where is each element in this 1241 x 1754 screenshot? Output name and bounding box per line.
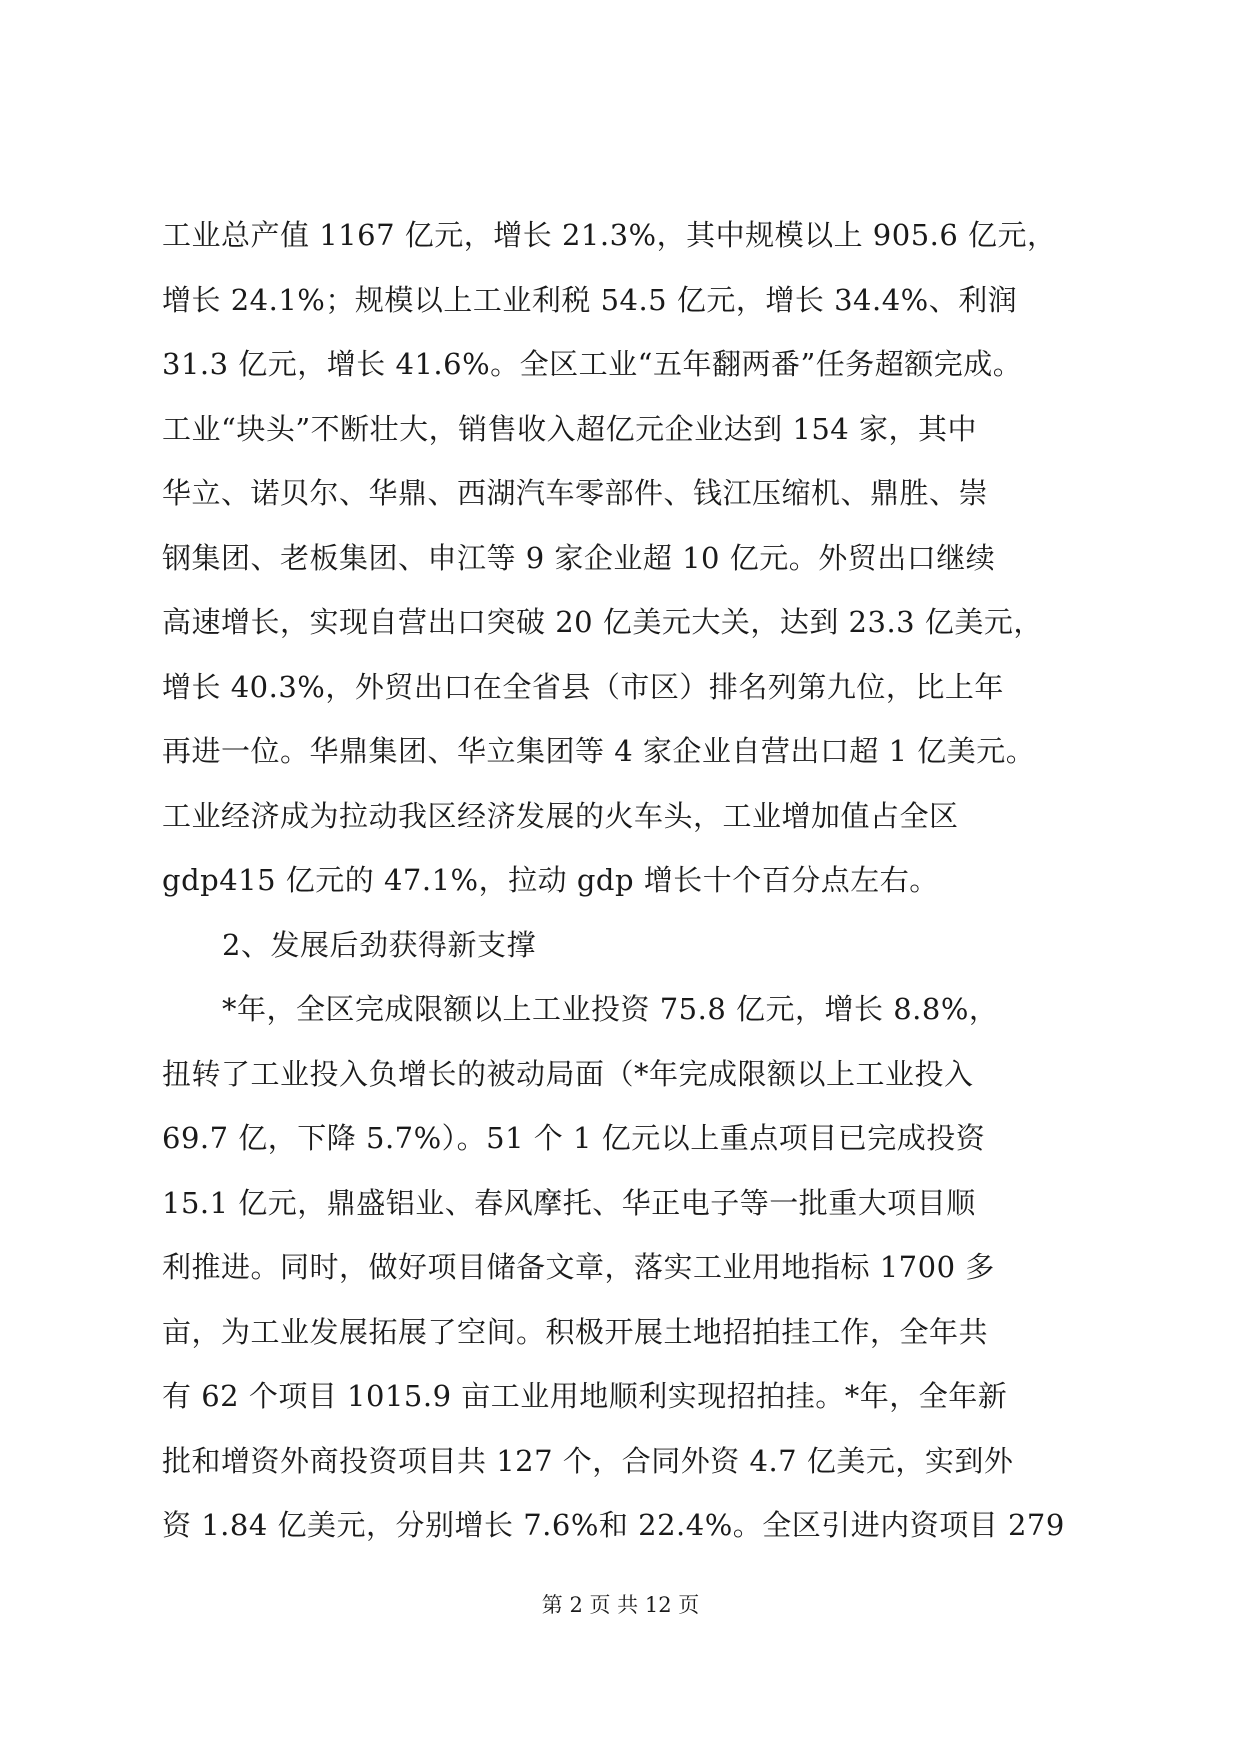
text-line: 资 1.84 亿美元，分别增长 7.6%和 22.4%。全区引进内资项目 279	[162, 1508, 1065, 1542]
text-line: 有 62 个项目 1015.9 亩工业用地顺利实现招拍挂。*年，全年新	[162, 1379, 1008, 1413]
text-line: 15.1 亿元，鼎盛铝业、春风摩托、华正电子等一批重大项目顺	[162, 1185, 976, 1220]
text-line: 增长 24.1%；规模以上工业利税 54.5 亿元，增长 34.4%、利润	[162, 282, 1018, 317]
page-number-label: 第 2 页 共 12 页	[541, 1593, 700, 1617]
text-line: 高速增长，实现自营出口突破 20 亿美元大关，达到 23.3 亿美元，	[162, 605, 1043, 639]
text-line: 增长 40.3%，外贸出口在全省县（市区）排名列第九位，比上年	[162, 669, 1004, 704]
section-heading: 2、发展后劲获得新支撑	[222, 927, 536, 962]
text-line: 工业经济成为拉动我区经济发展的火车头，工业增加值占全区	[162, 798, 959, 833]
paragraph-start: *年，全区完成限额以上工业投资 75.8 亿元，增长 8.8%，	[222, 992, 999, 1026]
text-line: 69.7 亿，下降 5.7%）。51 个 1 亿元以上重点项目已完成投资	[162, 1121, 986, 1155]
text-line: gdp415 亿元的 47.1%，拉动 gdp 增长十个百分点左右。	[162, 863, 939, 897]
text-line: 亩，为工业发展拓展了空间。积极开展土地招拍挂工作，全年共	[162, 1314, 989, 1349]
body-text	[162, 203, 1082, 1558]
text-line: 利推进。同时，做好项目储备文章，落实工业用地指标 1700 多	[162, 1250, 995, 1284]
text-line: 批和增资外商投资项目共 127 个，合同外资 4.7 亿美元，实到外	[162, 1443, 1014, 1478]
text-line: 钢集团、老板集团、申江等 9 家企业超 10 亿元。外贸出口继续	[162, 540, 996, 575]
page-footer	[0, 1590, 1241, 1620]
text-line: 再进一位。华鼎集团、华立集团等 4 家企业自营出口超 1 亿美元。	[162, 734, 1036, 768]
text-line: 工业总产值 1167 亿元，增长 21.3%，其中规模以上 905.6 亿元，	[162, 218, 1057, 252]
text-line: 扭转了工业投入负增长的被动局面（*年完成限额以上工业投入	[162, 1056, 974, 1091]
text-line: 31.3 亿元，增长 41.6%。全区工业“五年翻两番”任务超额完成。	[162, 347, 1023, 381]
text-line: 工业“块头”不断壮大，销售收入超亿元企业达到 154 家，其中	[162, 411, 977, 446]
text-line: 华立、诺贝尔、华鼎、西湖汽车零部件、钱江压缩机、鼎胜、崇	[162, 476, 989, 510]
